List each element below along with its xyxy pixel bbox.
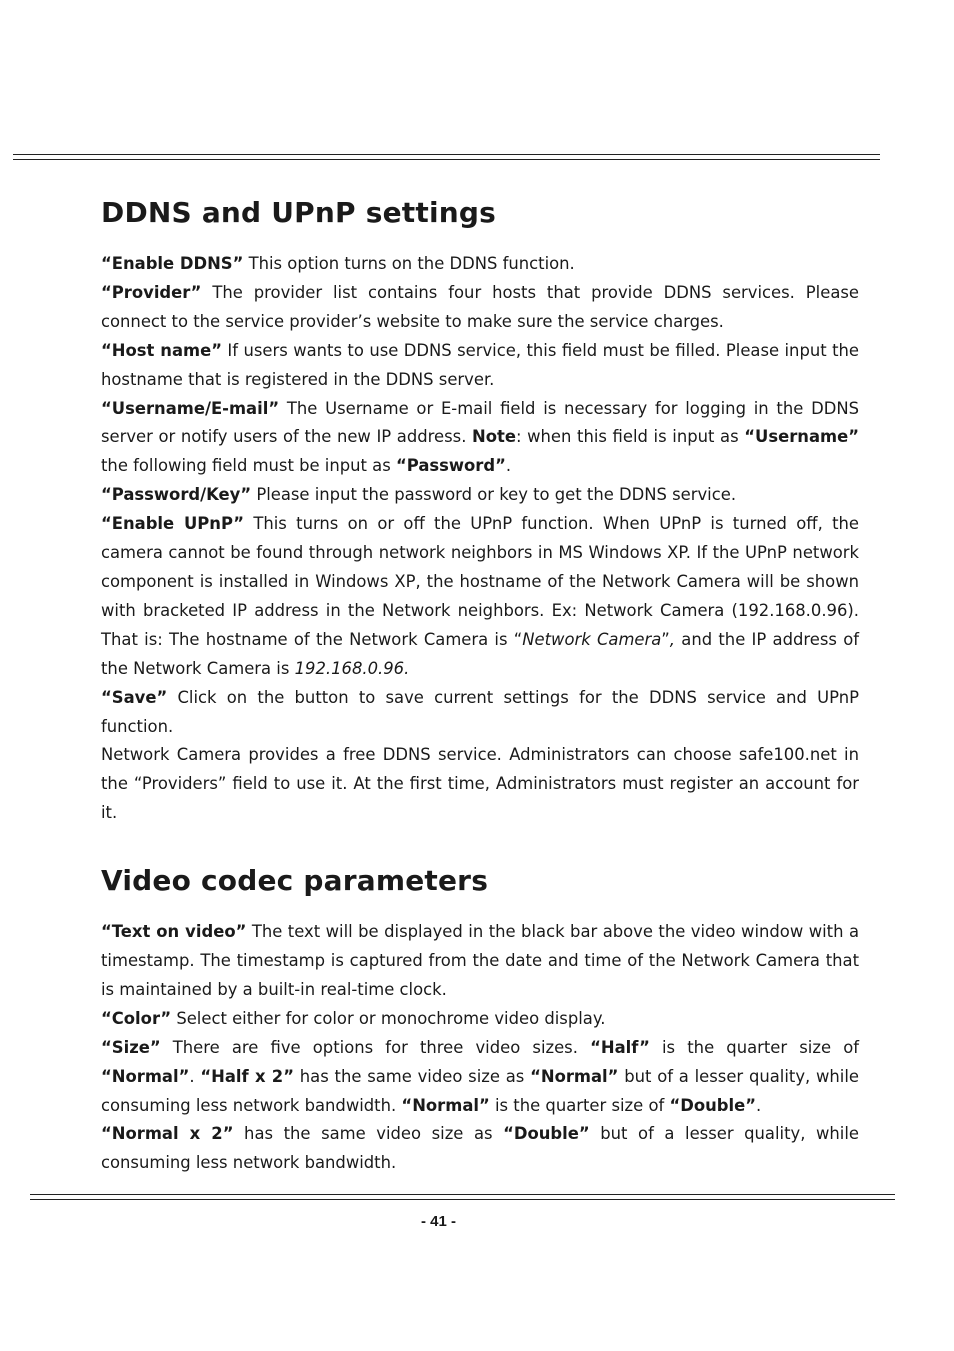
paragraph-host-name: “Host name” If users wants to use DDNS service, this field must be filled. Please input the hostname that is registered in the DDNS server. <box>101 340 860 389</box>
term-password: “Password” <box>395 456 506 476</box>
paragraph-save: “Save” Click on the button to save current settings for the DDNS service and UPnP function. <box>101 687 859 736</box>
term-size: “Size” <box>101 1037 161 1057</box>
term-password-key: “Password/Key” <box>101 485 252 505</box>
term-text-on-video: “Text on video” <box>101 922 247 942</box>
term-enable-ddns: “Enable DDNS” <box>101 254 244 273</box>
page-number: - 41 - <box>420 1213 456 1230</box>
footer-rule-top <box>30 1194 895 1195</box>
term-username-email: “Username/E-mail” <box>101 398 280 418</box>
paragraph-normal-x2: “Normal x 2” has the same video size as “Double” but of a lesser quality, while consuming less network bandwidth. <box>101 1124 859 1173</box>
paragraph-free-ddns: Network Camera provides a free DDNS service. Administrators can choose safe100.net in the “Providers” field to use it. At the first time, Administrators must register an account for it. <box>101 745 859 823</box>
paragraph-password-key: “Password/Key” Please input the password or key to get the DDNS service. <box>101 485 737 505</box>
page-content <box>101 180 859 1178</box>
section-heading-ddns-upnp: DDNS and UPnP settings <box>101 196 496 229</box>
term-host-name: “Host name” <box>101 340 222 360</box>
term-save: “Save” <box>101 687 168 707</box>
paragraph-username-email: “Username/E-mail” The Username or E-mail field is necessary for logging in the DDNS server or notify users of the new IP address. Note: when this field is input as “Username” the following field must be input as “Password”. <box>101 398 860 476</box>
paragraph-color: “Color” Select either for color or monochrome video display. <box>101 1008 606 1028</box>
section-heading-video-codec: Video codec parameters <box>101 864 489 898</box>
header-rule-top <box>13 154 880 155</box>
paragraph-size: “Size” There are five options for three video sizes. “Half” is the quarter size of “Normal”. “Half x 2” has the same video size as “Normal” but of a lesser quality, while consuming less network bandwidth. “Normal” is the quarter size of “Double”. <box>101 1037 859 1115</box>
paragraph-provider: “Provider” The provider list contains four hosts that provide DDNS services. Please connect to the service provider’s website to make sure the service charges. <box>101 282 859 331</box>
term-normal-x2: “Normal x 2” <box>101 1124 234 1144</box>
term-enable-upnp: “Enable UPnP” <box>101 514 245 534</box>
note-label: Note <box>472 427 516 447</box>
paragraph-text-on-video: “Text on video” The text will be displayed in the black bar above the video window with a timestamp. The timestamp is captured from the date and time of the Network Camera that is maintained by a built-in real-time clock. <box>101 922 859 999</box>
term-color: “Color” <box>101 1008 172 1028</box>
header-rule-bottom <box>13 159 880 160</box>
footer-rule-bottom <box>30 1199 895 1200</box>
paragraph-enable-ddns: “Enable DDNS” This option turns on the DDNS function. <box>101 254 575 273</box>
term-provider: “Provider” <box>101 282 202 302</box>
paragraph-enable-upnp: “Enable UPnP” This turns on or off the UPnP function. When UPnP is turned off, the camera cannot be found through network neighbors in MS Windows XP. If the UPnP network component is installed in Windows XP, the hostname of the Network Camera will be shown with bracketed IP address in the Network neighbors. Ex: Network Camera (192.168.0.96). That is: The hostname of the Network Camera is “Network Camera”, and the IP address of the Network Camera is 192.168.0.96. <box>101 514 859 678</box>
term-username: “Username” <box>744 427 860 447</box>
